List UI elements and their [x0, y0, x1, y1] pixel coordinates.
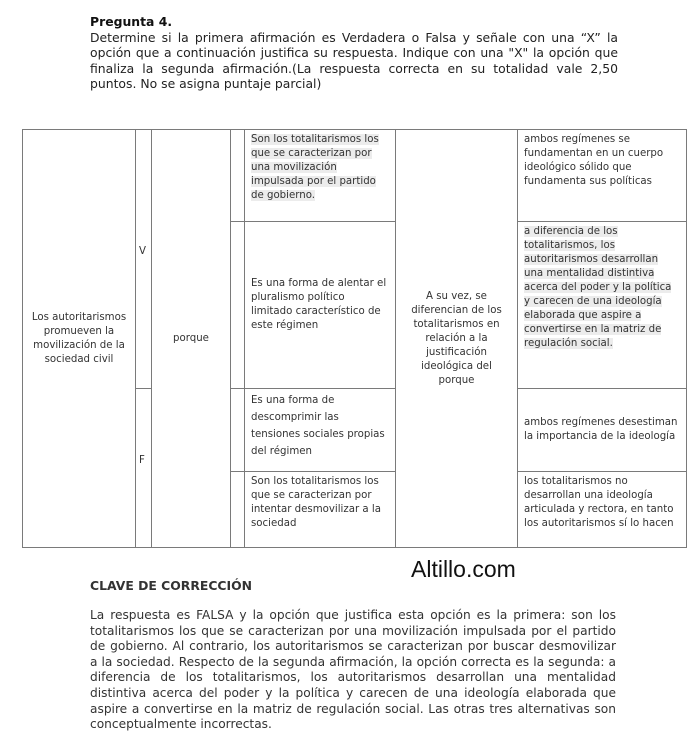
option1-b: [245, 222, 396, 389]
statement-cell: [23, 130, 136, 548]
option2-d-text: los totalitarismos no desarrollan una ideología articulada y rectora, en tanto los autoritarismos sí lo hacen: [524, 476, 674, 529]
v-option-cell[interactable]: [136, 130, 152, 389]
watermark: Altillo.com: [411, 556, 516, 582]
v-label: V: [139, 246, 146, 257]
option2-c-text: ambos regímenes desestiman la importancia de la ideología: [524, 417, 678, 442]
question-instructions: Determine si la primera afirmación es Verdadera o Falsa y señale con una “X” la opción que a continuación justifica su respuesta. Indique con una "X" la opción que finaliza la segunda afirmación.(La respuesta correcta en su totalidad vale 2,50 puntos. No se asigna puntaje parcial): [90, 29, 618, 91]
mark-box-2[interactable]: [231, 222, 245, 389]
option1-d-text: Son los totalitarismos los que se caracterizan por intentar desmovilizar a la sociedad: [251, 476, 381, 529]
option1-c: [245, 389, 396, 472]
option1-d: [245, 472, 396, 548]
question-block: [90, 14, 618, 92]
middle-text: A su vez, se diferencian de los totalitarismos en relación a la justificación ideológica del porque: [411, 290, 502, 386]
answer-table: [22, 129, 687, 548]
option1-a-text: Son los totalitarismos los que se caracterizan por una movilización impulsada por el partido de gobierno.: [251, 134, 379, 201]
option2-a-text: ambos regímenes se fundamentan en un cuerpo ideológico sólido que fundamenta sus políticas: [524, 134, 664, 187]
clave-text: La respuesta es FALSA y la opción que justifica esta opción es la primera: son los totalitarismos los que se caracterizan por una movilización impulsada por el partido de gobierno. Al contrario, los autoritarismos se caracterizan por buscar desmovilizar a la sociedad. Respecto de la segunda afirmación, la opción correcta es la segunda: a diferencia de los totalitarismos, los autoritarismos desarrollan una mentalidad distintiva acerca del poder y la política y carecen de una ideología elaborada que aspire a convertirse en la matriz de regulación social. Las otras tres alternativas son conceptualmente incorrectas.: [90, 608, 616, 732]
option1-b-text: Es una forma de alentar el pluralismo político limitado característico de este régimen: [251, 278, 387, 331]
porque-cell: [152, 130, 231, 548]
clave-title: CLAVE DE CORRECCIÓN: [90, 578, 253, 593]
middle-cell: [396, 130, 518, 548]
option2-d[interactable]: [518, 472, 687, 548]
f-option-cell[interactable]: [136, 389, 152, 548]
f-label: F: [139, 455, 145, 466]
option2-a[interactable]: [518, 130, 687, 222]
mark-box-4[interactable]: [231, 472, 245, 548]
option2-b[interactable]: [518, 222, 687, 389]
option2-b-text: a diferencia de los totalitarismos, los autoritarismos desarrollan una mentalidad distintiva acerca del poder y la política y carecen de una ideología elaborada que aspire a convertirse en la matriz de regulación social.: [524, 226, 672, 349]
mark-box-3[interactable]: [231, 389, 245, 472]
option1-c-text: Es una forma de descomprimir las tensiones sociales propias del régimen: [251, 395, 385, 457]
mark-box-1[interactable]: [231, 130, 245, 222]
statement-text: Los autoritarismos promueven la movilización de la sociedad civil: [31, 311, 127, 365]
option1-a: [245, 130, 396, 222]
option2-c[interactable]: [518, 389, 687, 472]
porque-label: porque: [173, 332, 209, 344]
question-title: Pregunta 4.: [90, 14, 173, 29]
